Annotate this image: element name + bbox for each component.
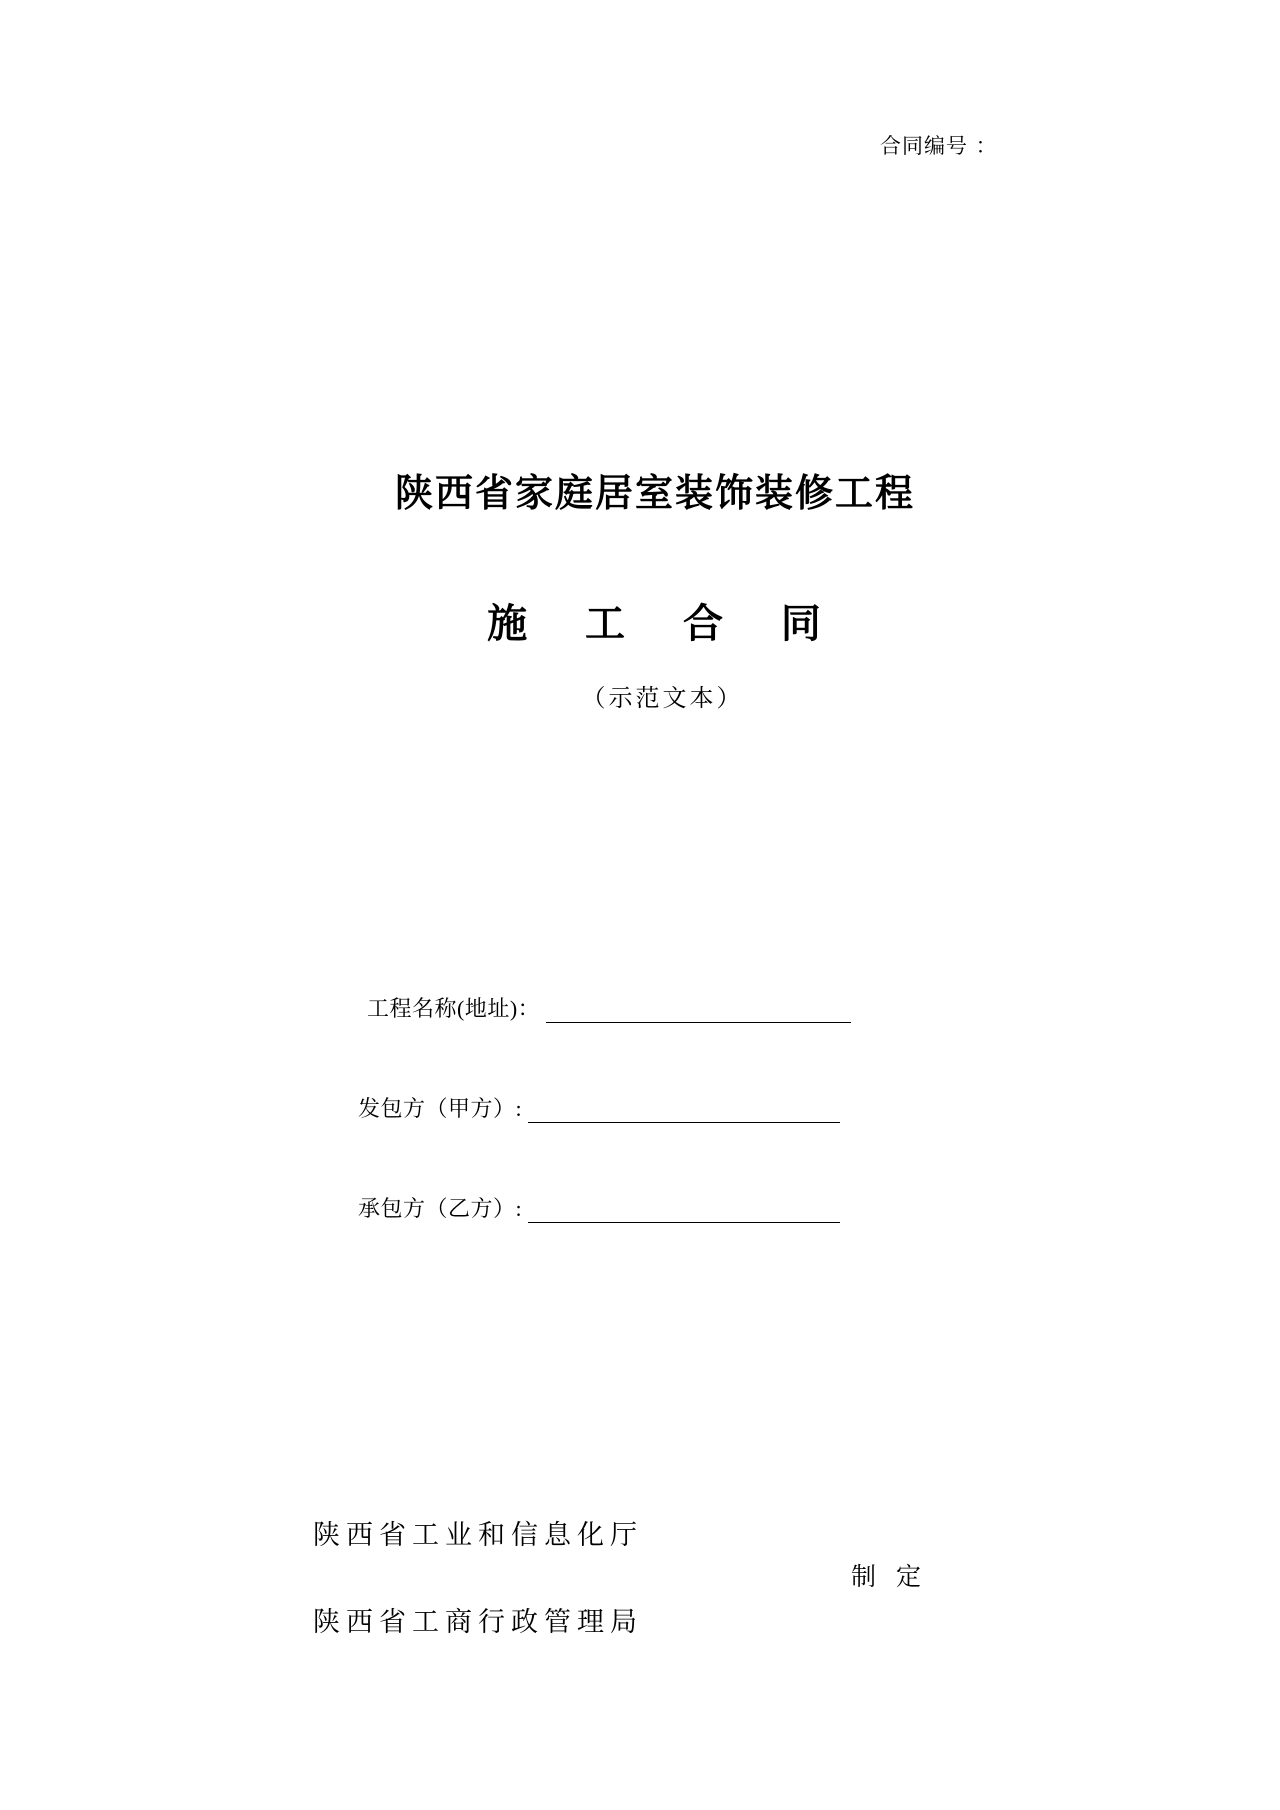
issued-by-label: 制 定 [851,1562,927,1591]
field-party-a-label: 发包方（甲方）: [358,1096,523,1121]
field-project-name [367,992,851,1023]
field-project-name-label: 工程名称(地址)： [367,996,541,1021]
field-party-a [358,1092,840,1123]
document-title-note: （示范文本） [581,684,744,712]
field-party-b-input[interactable] [528,1200,840,1223]
field-party-b-label: 承包方（乙方）: [358,1196,523,1221]
issuer-name-first: 陕西省工业和信息化厅 [313,1520,643,1551]
issuer-name-second: 陕西省工商行政管理局 [313,1607,643,1638]
field-party-a-input[interactable] [528,1100,840,1123]
field-project-name-input[interactable] [546,1000,851,1023]
document-title-main: 陕西省家庭居室装饰装修工程 [394,471,915,515]
document-title-sub: 施 工 合 同 [487,601,843,647]
field-party-b [358,1192,840,1223]
contract-number-label: 合同编号 ： [880,134,998,158]
